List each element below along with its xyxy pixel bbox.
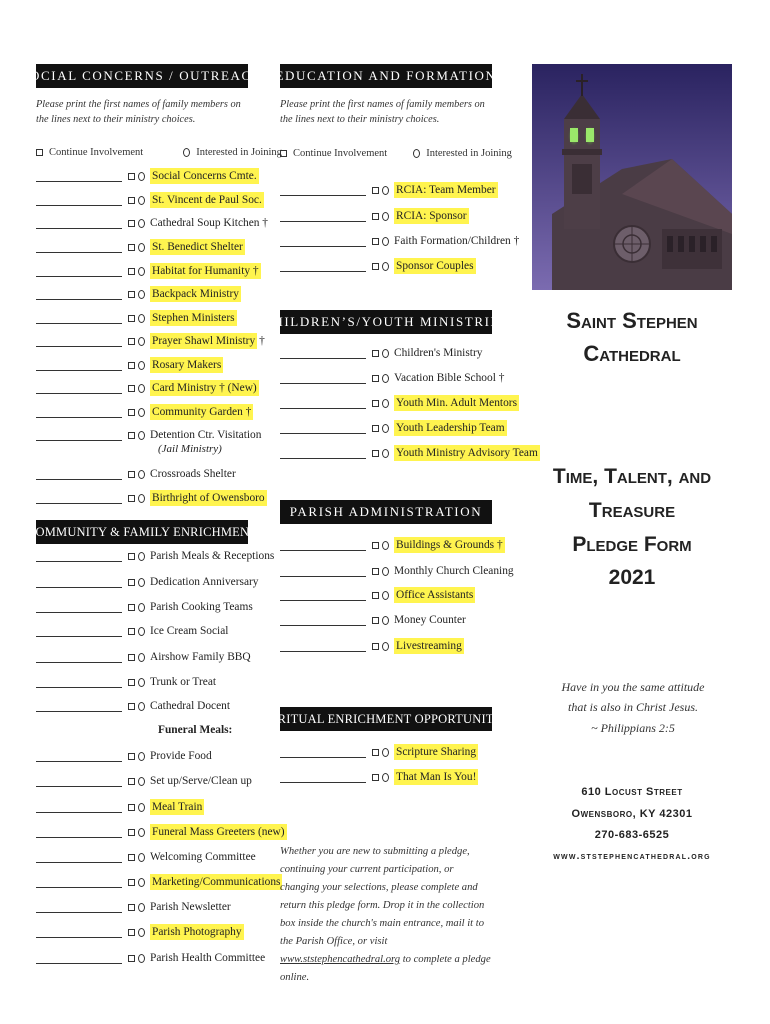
address-city: Owensboro, KY 42301 bbox=[571, 808, 693, 820]
ministry-row bbox=[36, 310, 237, 326]
continue-checkbox[interactable] bbox=[128, 628, 135, 635]
name-entry-line[interactable] bbox=[280, 261, 366, 272]
continue-checkbox[interactable] bbox=[128, 173, 135, 180]
interest-circle[interactable] bbox=[138, 243, 145, 252]
ministry-row bbox=[280, 233, 519, 249]
name-entry-line[interactable] bbox=[280, 211, 366, 222]
ministry-row bbox=[36, 466, 236, 482]
ministry-row bbox=[36, 357, 223, 373]
continue-checkbox[interactable] bbox=[372, 263, 379, 270]
social-instructions: Please print the first names of family members on the lines next to their ministry choices. bbox=[36, 99, 241, 125]
continue-checkbox[interactable] bbox=[372, 213, 379, 220]
ministry-row bbox=[36, 824, 287, 840]
ministry-row bbox=[36, 490, 267, 506]
ministry-label: Birthright of Owensboro bbox=[152, 492, 265, 504]
name-entry-line[interactable] bbox=[36, 652, 122, 663]
name-entry-line[interactable] bbox=[36, 927, 122, 938]
continue-checkbox[interactable] bbox=[128, 315, 135, 322]
ministry-row bbox=[280, 537, 505, 553]
ministry-row bbox=[36, 899, 231, 915]
ministry-row bbox=[280, 587, 475, 603]
interest-circle[interactable] bbox=[138, 752, 145, 761]
name-entry-line[interactable] bbox=[36, 802, 122, 813]
ministry-row bbox=[280, 208, 469, 224]
ministry-label: Marketing/Communications bbox=[152, 876, 281, 888]
circle-icon bbox=[183, 148, 190, 157]
continue-checkbox[interactable] bbox=[128, 553, 135, 560]
spiritual-header: SPIRITUAL ENRICHMENT OPPORTUNITIES bbox=[280, 707, 492, 731]
ministry-row bbox=[280, 258, 476, 274]
continue-checkbox[interactable] bbox=[128, 244, 135, 251]
continue-checkbox[interactable] bbox=[372, 774, 379, 781]
continue-checkbox[interactable] bbox=[128, 854, 135, 861]
ministry-row bbox=[36, 799, 204, 815]
ministry-row bbox=[36, 286, 241, 302]
ministry-row bbox=[36, 698, 230, 714]
continue-checkbox[interactable] bbox=[128, 829, 135, 836]
interest-circle[interactable] bbox=[138, 361, 145, 370]
interest-circle[interactable] bbox=[138, 878, 145, 887]
continue-checkbox[interactable] bbox=[372, 749, 379, 756]
interest-circle[interactable] bbox=[138, 290, 145, 299]
ministry-label: Monthly Church Cleaning bbox=[394, 565, 514, 577]
ministry-label: Meal Train bbox=[152, 801, 203, 813]
jail-ministry-note: (Jail Ministry) bbox=[158, 443, 222, 455]
interest-circle[interactable] bbox=[138, 431, 145, 440]
name-entry-line[interactable] bbox=[280, 185, 366, 196]
ministry-label: Habitat for Humanity † bbox=[152, 265, 259, 277]
ministry-label-suffix: † bbox=[259, 335, 265, 347]
ministry-row bbox=[280, 445, 540, 461]
admin-header: PARISH ADMINISTRATION bbox=[280, 500, 492, 524]
ministry-row bbox=[36, 427, 261, 443]
ministry-label: Scripture Sharing bbox=[396, 746, 477, 758]
name-entry-line[interactable] bbox=[280, 373, 366, 384]
interest-circle[interactable] bbox=[138, 578, 145, 587]
ministry-row bbox=[36, 239, 245, 255]
continue-checkbox[interactable] bbox=[128, 879, 135, 886]
form-title-line1: Time, Talent, and bbox=[552, 465, 712, 488]
ministry-label: Cathedral Docent bbox=[150, 700, 231, 712]
ministry-row bbox=[36, 874, 282, 890]
ministry-label: Parish Newsletter bbox=[150, 901, 231, 913]
continue-checkbox[interactable] bbox=[128, 579, 135, 586]
interest-circle[interactable] bbox=[138, 408, 145, 417]
interest-circle[interactable] bbox=[138, 196, 145, 205]
interest-circle[interactable] bbox=[138, 267, 145, 276]
ministry-label: Crossroads Shelter bbox=[150, 468, 236, 480]
name-entry-line[interactable] bbox=[36, 626, 122, 637]
name-entry-line[interactable] bbox=[36, 776, 122, 787]
ministry-row bbox=[36, 192, 264, 208]
name-entry-line[interactable] bbox=[36, 469, 122, 480]
continue-checkbox[interactable] bbox=[128, 409, 135, 416]
ministry-row bbox=[36, 333, 265, 349]
interest-circle[interactable] bbox=[138, 903, 145, 912]
continue-checkbox[interactable] bbox=[372, 400, 379, 407]
name-entry-line[interactable] bbox=[280, 540, 366, 551]
ministry-label: Set up/Serve/Clean up bbox=[150, 775, 252, 787]
ministry-label: Stephen Ministers bbox=[152, 312, 235, 324]
church-name-line1: Saint Stephen bbox=[566, 308, 698, 333]
ministry-label: Buildings & Grounds † bbox=[396, 539, 503, 551]
continue-checkbox[interactable] bbox=[128, 432, 135, 439]
continue-checkbox[interactable] bbox=[128, 654, 135, 661]
ministry-label: Community Garden † bbox=[152, 406, 252, 418]
ministry-row bbox=[280, 345, 482, 361]
name-entry-line[interactable] bbox=[36, 902, 122, 913]
ministry-row bbox=[36, 773, 252, 789]
ministry-label: Parish Photography bbox=[152, 926, 242, 938]
interest-circle[interactable] bbox=[138, 337, 145, 346]
ministry-label: Sponsor Couples bbox=[396, 260, 474, 272]
name-entry-line[interactable] bbox=[36, 602, 122, 613]
name-entry-line[interactable] bbox=[36, 336, 122, 347]
name-entry-line[interactable] bbox=[280, 615, 366, 626]
circle-icon bbox=[413, 149, 420, 158]
interest-circle[interactable] bbox=[382, 212, 389, 221]
continue-checkbox[interactable] bbox=[372, 450, 379, 457]
community-header: COMMUNITY & FAMILY ENRICHMENT bbox=[36, 520, 248, 544]
ministry-row bbox=[36, 215, 268, 231]
ministry-row bbox=[280, 182, 498, 198]
continue-checkbox[interactable] bbox=[128, 471, 135, 478]
ministry-row bbox=[280, 370, 504, 386]
interest-circle[interactable] bbox=[382, 591, 389, 600]
ministry-label: Office Assistants bbox=[396, 589, 474, 601]
interest-circle[interactable] bbox=[138, 219, 145, 228]
legend-continue: Continue Involvement bbox=[293, 148, 388, 159]
name-entry-line[interactable] bbox=[280, 566, 366, 577]
continue-checkbox[interactable] bbox=[372, 375, 379, 382]
interest-circle[interactable] bbox=[138, 552, 145, 561]
interest-circle[interactable] bbox=[138, 494, 145, 503]
name-entry-line[interactable] bbox=[36, 242, 122, 253]
ministry-label: Youth Min. Adult Mentors bbox=[396, 397, 517, 409]
name-entry-line[interactable] bbox=[36, 493, 122, 504]
interest-circle[interactable] bbox=[138, 384, 145, 393]
ministry-label: Social Concerns Cmte. bbox=[152, 170, 257, 182]
website[interactable]: www.ststephencathedral.org bbox=[553, 851, 711, 862]
ministry-label: Welcoming Committee bbox=[150, 851, 256, 863]
continue-checkbox[interactable] bbox=[128, 929, 135, 936]
ministry-label: Rosary Makers bbox=[152, 359, 222, 371]
ministry-row bbox=[280, 769, 478, 785]
form-title-line3: Pledge Form bbox=[572, 533, 692, 556]
continue-checkbox[interactable] bbox=[372, 187, 379, 194]
address-street: 610 Locust Street bbox=[581, 786, 683, 798]
social-legend bbox=[36, 147, 282, 158]
ministry-row bbox=[280, 612, 466, 628]
checkbox-icon bbox=[36, 149, 43, 156]
name-entry-line[interactable] bbox=[280, 423, 366, 434]
name-entry-line[interactable] bbox=[36, 430, 122, 441]
name-entry-line[interactable] bbox=[280, 590, 366, 601]
name-entry-line[interactable] bbox=[36, 551, 122, 562]
interest-circle[interactable] bbox=[382, 399, 389, 408]
interest-circle[interactable] bbox=[382, 349, 389, 358]
continue-checkbox[interactable] bbox=[128, 679, 135, 686]
name-entry-line[interactable] bbox=[36, 407, 122, 418]
closing-text-after: to complete a pledge online. bbox=[280, 954, 491, 983]
ministry-label: RCIA: Sponsor bbox=[396, 210, 467, 222]
ministry-row bbox=[36, 404, 253, 420]
name-entry-line[interactable] bbox=[36, 266, 122, 277]
continue-checkbox[interactable] bbox=[372, 425, 379, 432]
ministry-row bbox=[280, 638, 464, 654]
ministry-label: Money Counter bbox=[394, 614, 466, 626]
ministry-label: Parish Meals & Receptions bbox=[150, 550, 275, 562]
quote-citation: ~ Philippians 2:5 bbox=[591, 721, 675, 735]
ministry-label: Youth Ministry Advisory Team bbox=[396, 447, 538, 459]
ministry-label: Vacation Bible School † bbox=[394, 372, 505, 384]
continue-checkbox[interactable] bbox=[372, 617, 379, 624]
ministry-label: Children's Ministry bbox=[394, 347, 483, 359]
ministry-label: Provide Food bbox=[150, 750, 212, 762]
name-entry-line[interactable] bbox=[280, 236, 366, 247]
ministry-label: Dedication Anniversary bbox=[150, 576, 259, 588]
interest-circle[interactable] bbox=[138, 828, 145, 837]
continue-checkbox[interactable] bbox=[372, 350, 379, 357]
ministry-label: Prayer Shawl Ministry bbox=[152, 335, 256, 347]
continue-checkbox[interactable] bbox=[128, 291, 135, 298]
continue-checkbox[interactable] bbox=[128, 604, 135, 611]
continue-checkbox[interactable] bbox=[372, 238, 379, 245]
ministry-label: Livestreaming bbox=[396, 640, 462, 652]
cathedral-photo bbox=[532, 64, 732, 290]
ministry-label: Backpack Ministry bbox=[152, 288, 239, 300]
ministry-row bbox=[36, 168, 259, 184]
continue-checkbox[interactable] bbox=[128, 197, 135, 204]
ministry-label: St. Benedict Shelter bbox=[152, 241, 243, 253]
name-entry-line[interactable] bbox=[36, 953, 122, 964]
phone-number: 270-683-6525 bbox=[594, 829, 670, 841]
ministry-label: Airshow Family BBQ bbox=[150, 651, 251, 663]
ministry-label: RCIA: Team Member bbox=[396, 184, 496, 196]
continue-checkbox[interactable] bbox=[128, 955, 135, 962]
ministry-label: Ice Cream Social bbox=[150, 625, 229, 637]
ministry-label: Cathedral Soup Kitchen † bbox=[150, 217, 268, 229]
name-entry-line[interactable] bbox=[280, 641, 366, 652]
social-concerns-header: SOCIAL CONCERNS / OUTREACH bbox=[36, 64, 248, 88]
ministry-label: Parish Health Committee bbox=[150, 952, 266, 964]
continue-checkbox[interactable] bbox=[128, 904, 135, 911]
quote-line1: Have in you the same attitude bbox=[561, 680, 705, 694]
ministry-label: St. Vincent de Paul Soc. bbox=[152, 194, 262, 206]
website-link[interactable]: www.ststephencathedral.org bbox=[280, 954, 401, 965]
continue-checkbox[interactable] bbox=[372, 643, 379, 650]
interest-circle[interactable] bbox=[138, 653, 145, 662]
continue-checkbox[interactable] bbox=[128, 703, 135, 710]
ministry-label: Detention Ctr. Visitation bbox=[150, 429, 262, 441]
closing-paragraph bbox=[280, 843, 492, 987]
name-entry-line[interactable] bbox=[36, 360, 122, 371]
interest-circle[interactable] bbox=[382, 374, 389, 383]
education-instructions: Please print the first names of family members on the lines next to their ministry choices. bbox=[280, 99, 485, 125]
continue-checkbox[interactable] bbox=[128, 804, 135, 811]
children-header: CHILDREN’S/YOUTH MINISTRIES bbox=[280, 310, 492, 334]
interest-circle[interactable] bbox=[138, 853, 145, 862]
ministry-label: Parish Cooking Teams bbox=[150, 601, 253, 613]
name-entry-line[interactable] bbox=[36, 218, 122, 229]
ministry-label: Trunk or Treat bbox=[150, 676, 217, 688]
interest-circle[interactable] bbox=[138, 470, 145, 479]
name-entry-line[interactable] bbox=[36, 383, 122, 394]
ministry-row bbox=[36, 623, 228, 639]
closing-text-before: Whether you are new to submitting a pledge, continuing your current participation, or changing your selections, please complete and return this pledge form. Drop it in the collection box inside the church's main entrance, mail it to the Parish Office, or visit bbox=[280, 846, 485, 947]
name-entry-line[interactable] bbox=[36, 171, 122, 182]
education-header: EDUCATION AND FORMATION bbox=[280, 64, 492, 88]
form-title-year: 2021 bbox=[608, 566, 656, 589]
interest-circle[interactable] bbox=[382, 567, 389, 576]
continue-checkbox[interactable] bbox=[128, 753, 135, 760]
name-entry-line[interactable] bbox=[36, 827, 122, 838]
interest-circle[interactable] bbox=[382, 773, 389, 782]
interest-circle[interactable] bbox=[382, 642, 389, 651]
interest-circle[interactable] bbox=[382, 262, 389, 271]
ministry-row bbox=[36, 380, 259, 396]
interest-circle[interactable] bbox=[138, 777, 145, 786]
continue-checkbox[interactable] bbox=[128, 220, 135, 227]
interest-circle[interactable] bbox=[138, 928, 145, 937]
name-entry-line[interactable] bbox=[36, 701, 122, 712]
checkbox-icon bbox=[280, 150, 287, 157]
name-entry-line[interactable] bbox=[36, 577, 122, 588]
continue-checkbox[interactable] bbox=[128, 362, 135, 369]
interest-circle[interactable] bbox=[382, 424, 389, 433]
ministry-row bbox=[36, 649, 251, 665]
ministry-row bbox=[36, 599, 253, 615]
funeral-meals-heading: Funeral Meals: bbox=[158, 724, 233, 736]
ministry-row bbox=[36, 548, 274, 564]
interest-circle[interactable] bbox=[382, 541, 389, 550]
ministry-row bbox=[280, 744, 478, 760]
ministry-row bbox=[280, 395, 519, 411]
ministry-row bbox=[36, 674, 216, 690]
cathedral-illustration bbox=[532, 64, 732, 290]
interest-circle[interactable] bbox=[382, 237, 389, 246]
interest-circle[interactable] bbox=[138, 603, 145, 612]
name-entry-line[interactable] bbox=[36, 852, 122, 863]
name-entry-line[interactable] bbox=[36, 195, 122, 206]
continue-checkbox[interactable] bbox=[372, 592, 379, 599]
name-entry-line[interactable] bbox=[280, 772, 366, 783]
name-entry-line[interactable] bbox=[280, 747, 366, 758]
name-entry-line[interactable] bbox=[36, 677, 122, 688]
interest-circle[interactable] bbox=[138, 627, 145, 636]
interest-circle[interactable] bbox=[138, 803, 145, 812]
church-name-line2: Cathedral bbox=[583, 341, 681, 366]
ministry-row bbox=[36, 263, 261, 279]
interest-circle[interactable] bbox=[138, 172, 145, 181]
continue-checkbox[interactable] bbox=[128, 338, 135, 345]
ministry-row bbox=[36, 924, 244, 940]
ministry-row bbox=[280, 420, 507, 436]
continue-checkbox[interactable] bbox=[372, 542, 379, 549]
continue-checkbox[interactable] bbox=[128, 385, 135, 392]
continue-checkbox[interactable] bbox=[128, 495, 135, 502]
name-entry-line[interactable] bbox=[36, 751, 122, 762]
ministry-label: Card Ministry † (New) bbox=[152, 382, 257, 394]
interest-circle[interactable] bbox=[138, 678, 145, 687]
ministry-row bbox=[280, 563, 514, 579]
continue-checkbox[interactable] bbox=[372, 568, 379, 575]
ministry-row bbox=[36, 849, 256, 865]
interest-circle[interactable] bbox=[138, 954, 145, 963]
ministry-row bbox=[36, 574, 259, 590]
ministry-label: Funeral Mass Greeters (new) bbox=[152, 826, 285, 838]
interest-circle[interactable] bbox=[382, 748, 389, 757]
ministry-row bbox=[36, 950, 265, 966]
name-entry-line[interactable] bbox=[280, 448, 366, 459]
interest-circle[interactable] bbox=[382, 616, 389, 625]
legend-interest: Interested in Joining bbox=[426, 148, 512, 159]
ministry-row bbox=[36, 748, 212, 764]
ministry-label: Faith Formation/Children † bbox=[394, 235, 520, 247]
form-title-line2: Treasure bbox=[588, 499, 676, 522]
interest-circle[interactable] bbox=[382, 449, 389, 458]
interest-circle[interactable] bbox=[138, 314, 145, 323]
quote-line2: that is also in Christ Jesus. bbox=[567, 700, 698, 714]
name-entry-line[interactable] bbox=[280, 398, 366, 409]
name-entry-line[interactable] bbox=[36, 313, 122, 324]
name-entry-line[interactable] bbox=[280, 348, 366, 359]
legend-continue: Continue Involvement bbox=[49, 147, 144, 158]
continue-checkbox[interactable] bbox=[128, 778, 135, 785]
interest-circle[interactable] bbox=[382, 186, 389, 195]
education-legend bbox=[280, 148, 512, 159]
continue-checkbox[interactable] bbox=[128, 268, 135, 275]
ministry-label: Youth Leadership Team bbox=[396, 422, 505, 434]
name-entry-line[interactable] bbox=[36, 877, 122, 888]
legend-interest: Interested in Joining bbox=[196, 147, 282, 158]
name-entry-line[interactable] bbox=[36, 289, 122, 300]
interest-circle[interactable] bbox=[138, 702, 145, 711]
ministry-label: That Man Is You! bbox=[396, 771, 477, 783]
